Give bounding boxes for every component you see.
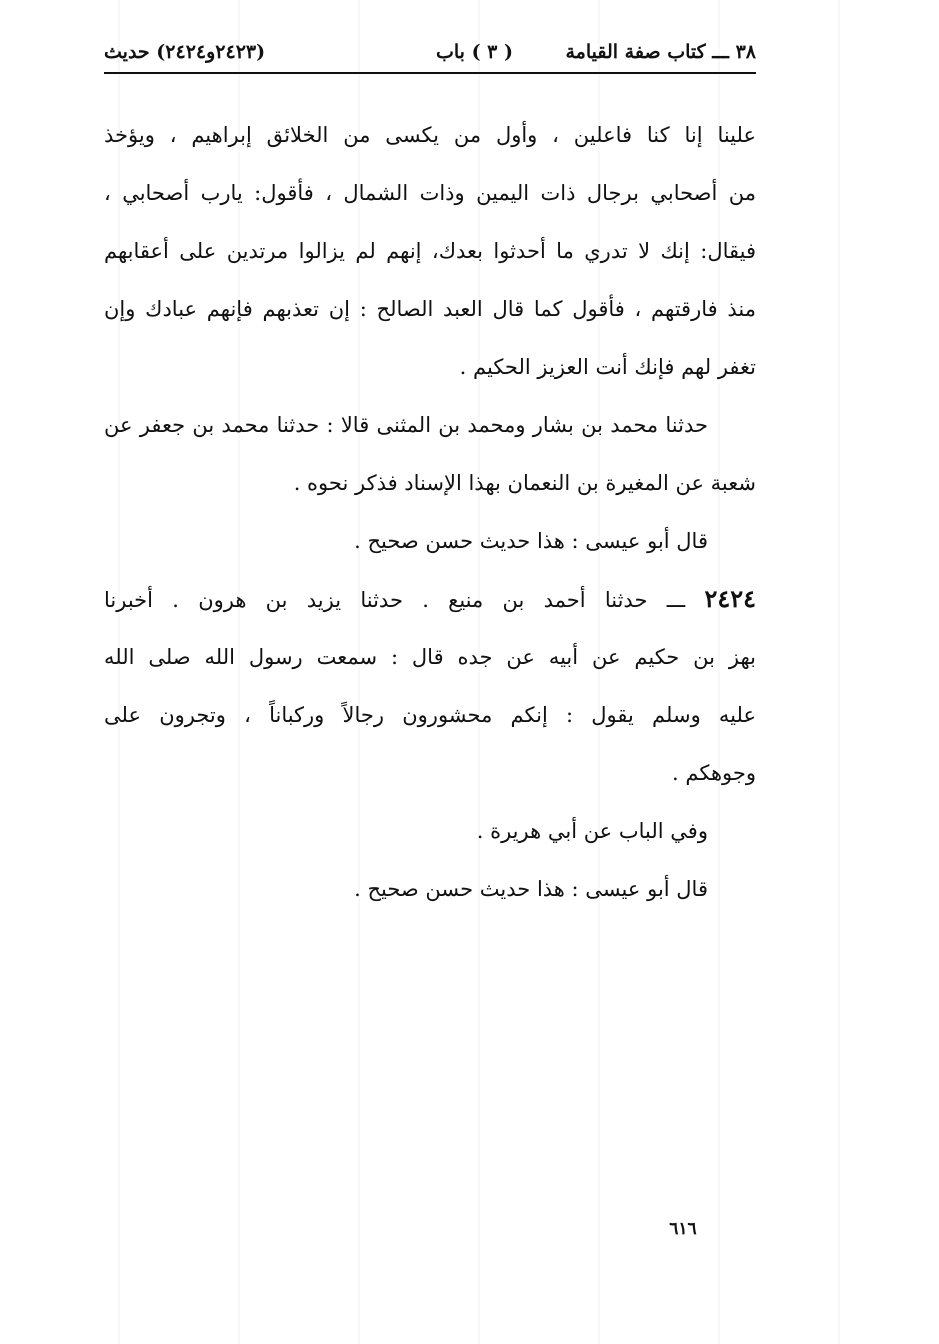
hadith-dash: ـــ <box>647 588 705 612</box>
text-line: حدثنا محمد بن بشار ومحمد بن المثنى قالا : حدثنا محمد بن جعفر عن <box>104 413 708 437</box>
text-line: قال أبو عيسى : هذا حديث حسن صحيح . <box>354 877 708 901</box>
text-line: فيقال: إنك لا تدري ما أحدثوا بعدك، إنهم لم يزالوا مرتدين على أعقابهم <box>104 239 756 263</box>
running-header <box>104 36 756 68</box>
body-text <box>104 106 756 918</box>
text-line: قال أبو عيسى : هذا حديث حسن صحيح . <box>354 529 708 553</box>
header-rule <box>104 72 756 74</box>
page-number: ٦١٦ <box>669 1219 697 1239</box>
text-line: حدثنا أحمد بن منيع . حدثنا يزيد بن هرون . أخبرنا <box>104 588 648 612</box>
text-line: شعبة عن المغيرة بن النعمان بهذا الإسناد فذكر نحوه . <box>293 471 756 495</box>
text-line: عليه وسلم يقول : إنكم محشورون رجالاً وركباناً ، وتجرون على <box>104 703 756 727</box>
header-chapter: ( ٣ ) باب <box>435 41 513 63</box>
text-line: وفي الباب عن أبي هريرة . <box>476 819 708 843</box>
header-book-title: ٣٨ ـــ كتاب صفة القيامة <box>565 41 756 63</box>
text-line: من أصحابي برجال ذات اليمين وذات الشمال ، فأقول: يارب أصحابي ، <box>104 181 756 205</box>
header-hadith-range: (٢٤٢٣و٢٤٢٤) حديث <box>104 41 266 63</box>
text-line: تغفر لهم فإنك أنت العزيز الحكيم . <box>459 355 756 379</box>
hadith-start-line <box>104 570 756 628</box>
text-line: علينا إنا كنا فاعلين ، وأول من يكسى من الخلائق إبراهيم ، ويؤخذ <box>104 123 756 147</box>
text-line: منذ فارقتهم ، فأقول كما قال العبد الصالح : إن تعذبهم فإنهم عبادك وإن <box>104 297 756 321</box>
hadith-number: ٢٤٢٤ <box>704 584 756 613</box>
text-line: وجوهكم . <box>672 761 756 785</box>
text-line: بهز بن حكيم عن أبيه عن جده قال : سمعت رسول الله صلى الله <box>104 645 756 669</box>
